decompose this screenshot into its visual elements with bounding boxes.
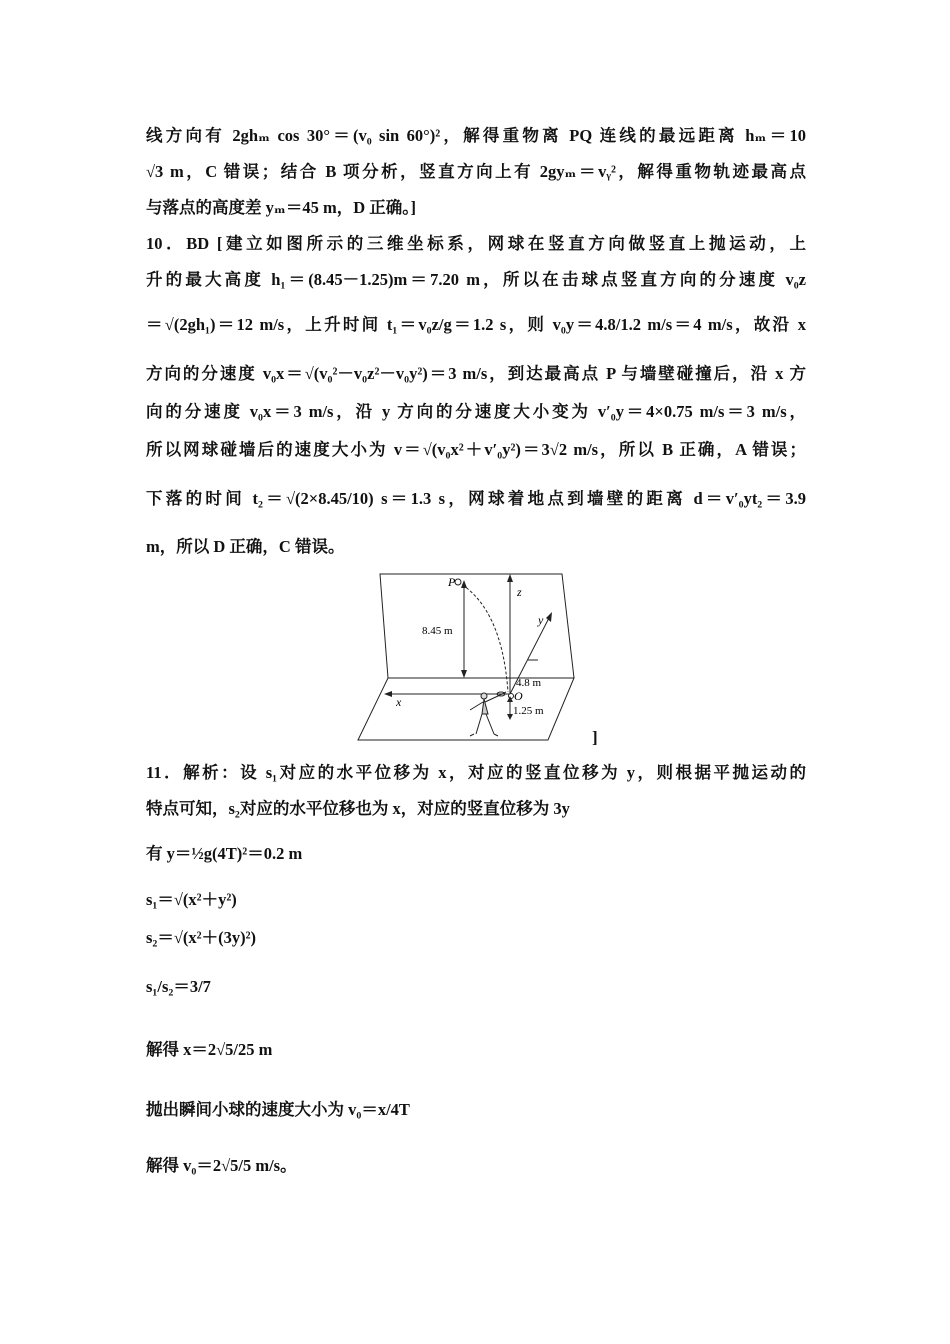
- q9-line-3: 与落点的高度差 yₘ＝45 m，D 正确。]: [146, 198, 417, 217]
- q10-line-5: 向的分速度 v₀x＝3 m/s，沿 y 方向的分速度大小变为 v′₀y＝4×0.75 m/s＝3 m/s，: [146, 402, 806, 421]
- q10-line-7: 下落的时间 t₂＝√(2×8.45/10) s＝1.3 s，网球着地点到墙壁的距离 d＝v′₀yt₂＝3.9: [146, 489, 806, 508]
- label-125: 1.25 m: [513, 705, 544, 717]
- label-P: P: [448, 575, 456, 589]
- q11-line-2: 特点可知，s₂对应的水平位移也为 x，对应的竖直位移为 3y: [146, 799, 570, 818]
- q10-line-3: ＝√(2gh₁)＝12 m/s，上升时间 t₁＝v₀z/g＝1.2 s，则 v₀y＝4.8/1.2 m/s＝4 m/s，故沿 x: [146, 315, 806, 334]
- label-845: 8.45 m: [422, 625, 453, 637]
- tennis-player: [470, 692, 506, 736]
- q10-line-1: 10．BD [建立如图所示的三维坐标系，网球在竖直方向做竖直上抛运动，上: [146, 234, 806, 253]
- q10-line-2: 升的最大高度 h₁＝(8.45－1.25)m＝7.20 m，所以在击球点竖直方向的分速度 v₀z: [146, 270, 806, 289]
- y-arrow: [546, 612, 552, 622]
- q11-eq-3: s₂＝√(x²＋(3y)²): [146, 928, 257, 947]
- trajectory: [458, 582, 508, 692]
- q11-eq-6: 抛出瞬间小球的速度大小为 v₀＝x/4T: [146, 1100, 410, 1119]
- closing-bracket: ]: [592, 728, 598, 747]
- label-48: 4.8 m: [516, 677, 542, 689]
- q9-line-2: √3 m，C 错误；结合 B 项分析，竖直方向上有 2gyₘ＝vᵧ²，解得重物轨迹最高点: [146, 162, 806, 181]
- q10-line-6: 所以网球碰墙后的速度大小为 v＝√(v₀x²＋v′₀y²)＝3√2 m/s，所以 B 正确，A 错误；: [146, 440, 806, 459]
- label-O: O: [514, 689, 523, 703]
- coordinate-figure: [352, 568, 582, 746]
- point-P: [455, 579, 461, 585]
- label-x: x: [396, 695, 402, 709]
- q11-eq-2: s₁＝√(x²＋y²): [146, 890, 237, 909]
- z-arrow: [507, 574, 513, 582]
- q11-eq-5: 解得 x＝2√5/25 m: [146, 1040, 273, 1059]
- q11-eq-4: s₁/s₂＝3/7: [146, 977, 211, 996]
- x-arrow: [384, 691, 392, 697]
- q11-eq-1: 有 y＝½g(4T)²＝0.2 m: [146, 844, 303, 863]
- q10-line-4: 方向的分速度 v₀x＝√(v₀²－v₀z²－v₀y²)＝3 m/s，到达最高点 P 与墙壁碰撞后，沿 x 方: [146, 364, 806, 383]
- q11-line-1: 11．解析：设 s₁对应的水平位移为 x，对应的竖直位移为 y，则根据平抛运动的: [146, 763, 806, 782]
- q9-line-1: 线方向有 2ghₘ cos 30°＝(v₀ sin 60°)²，解得重物离 PQ 连线的最远距离 hₘ＝10: [146, 126, 806, 145]
- q10-line-8: m，所以 D 正确，C 错误。: [146, 537, 345, 556]
- label-z: z: [517, 585, 522, 599]
- q11-eq-7: 解得 v₀＝2√5/5 m/s。: [146, 1156, 297, 1175]
- label-y: y: [538, 613, 544, 627]
